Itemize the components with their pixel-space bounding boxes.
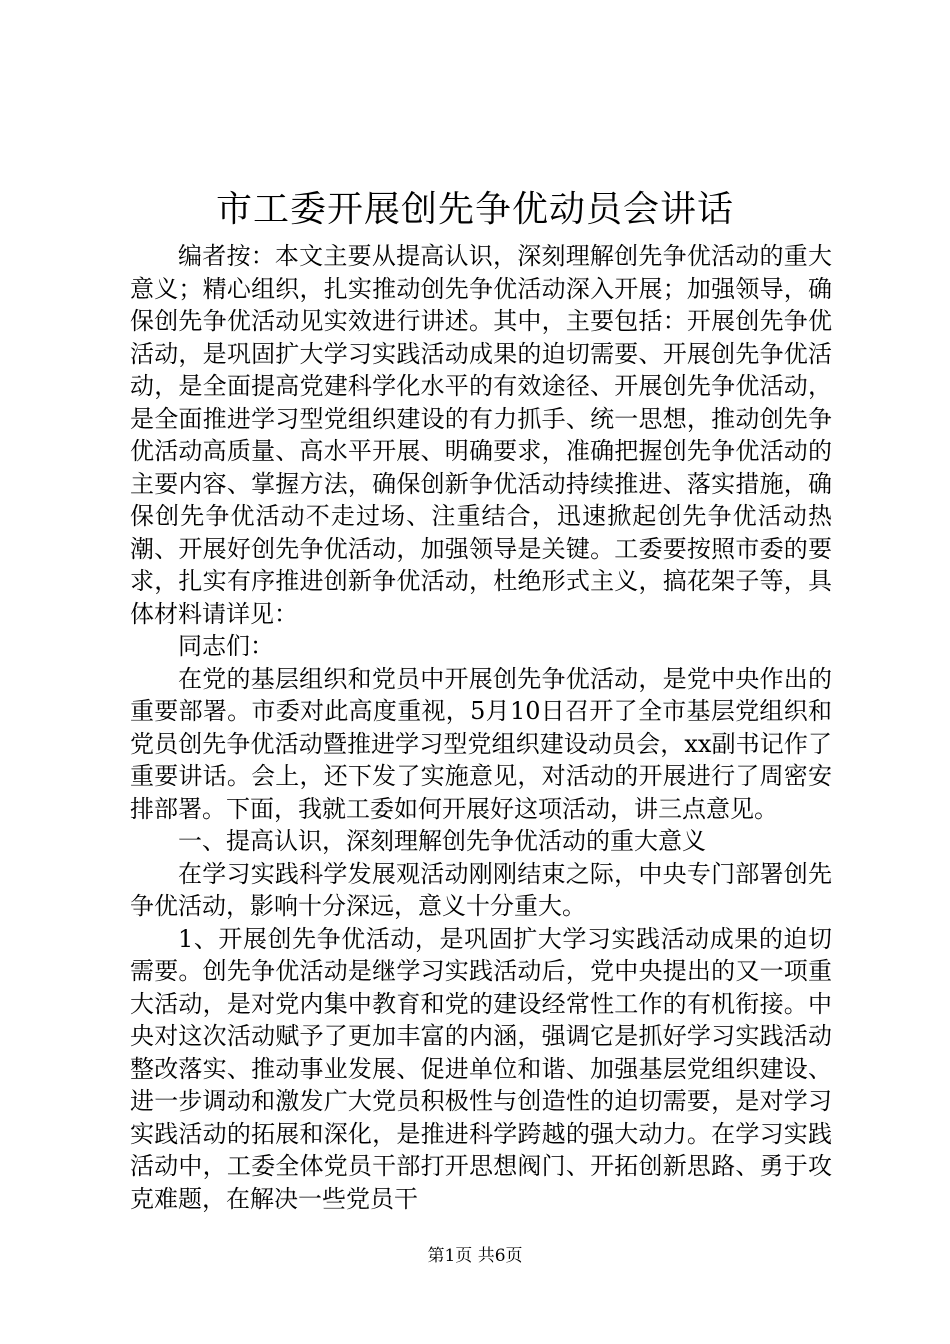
- document-title: 市工委开展创先争优动员会讲话: [215, 189, 734, 230]
- section-intro-paragraph: 在学习实践科学发展观活动刚刚结束之际，中央专门部署创先争优活动，影响十分深远，意义十分重大。: [130, 859, 832, 920]
- document-body: [130, 240, 832, 1215]
- point-one-paragraph: 1、开展创先争优活动，是巩固扩大学习实践活动成果的迫切需要。创先争优活动是继学习实践活动后，党中央提出的又一项重大活动，是对党内集中教育和党的建设经常性工作的有机衔接。中央对这次活动赋予了更加丰富的内涵，强调它是抓好学习实践活动整改落实、推动事业发展、促进单位和谐、加强基层党组织建设、进一步调动和激发广大党员积极性与创造性的迫切需要，是对学习实践活动的拓展和深化，是推进科学跨越的强大动力。在学习实践活动中，工委全体党员干部打开思想阀门、开拓创新思路、勇于攻克难题，在解决一些党员干: [130, 924, 832, 1213]
- intro-paragraph: 在党的基层组织和党员中开展创先争优活动，是党中央作出的重要部署。市委对此高度重视，5月10日召开了全市基层党组织和党员创先争优活动暨推进学习型党组织建设动员会，xx副书记作了重要讲话。会上，还下发了实施意见，对活动的开展进行了周密安排部署。下面，我就工委如何开展好这项活动，讲三点意见。: [130, 664, 832, 823]
- salutation-paragraph: 同志们：: [178, 632, 274, 660]
- section-heading: 一、提高认识，深刻理解创先争优活动的重大意义: [178, 827, 706, 855]
- editor-note-paragraph: 编者按：本文主要从提高认识，深刻理解创先争优活动的重大意义；精心组织，扎实推动创先争优活动深入开展；加强领导，确保创先争优活动见实效进行讲述。其中，主要包括：开展创先争优活动，是巩固扩大学习实践活动成果的迫切需要、开展创先争优活动，是全面提高党建科学化水平的有效途径、开展创先争优活动，是全面推进学习型党组织建设的有力抓手、统一思想，推动创先争优活动高质量、高水平开展、明确要求，准确把握创先争优活动的主要内容、掌握方法，确保创新争优活动持续推进、落实措施，确保创先争优活动不走过场、注重结合，迅速掀起创先争优活动热潮、开展好创先争优活动，加强领导是关键。工委要按照市委的要求，扎实有序推进创新争优活动，杜绝形式主义，搞花架子等，具体材料请详见：: [130, 242, 832, 628]
- page-footer: 第1页 共6页: [427, 1246, 523, 1266]
